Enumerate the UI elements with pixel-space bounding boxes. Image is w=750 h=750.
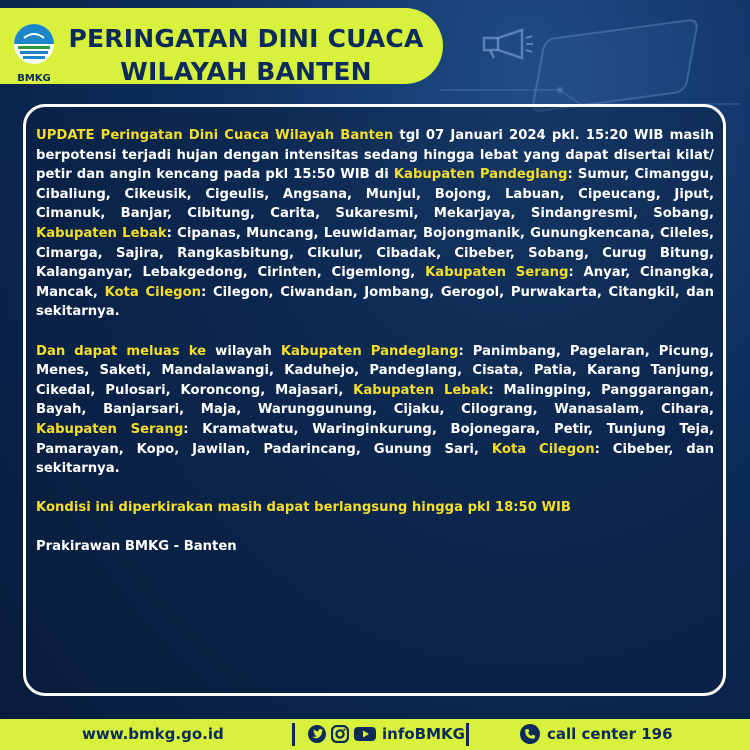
highlighted-text: Kabupaten Serang bbox=[36, 421, 184, 437]
body-text: : Panimbang, Pagelaran, Picung, Menes, Saketi, Mandalawangi, Kaduhejo, Pandeglang, Cisata, Patia, Karang Tanjung, Cikedal, Pulosari, Koroncong, Majasari, bbox=[36, 343, 714, 398]
phone-icon bbox=[520, 724, 540, 744]
warning-text bbox=[36, 126, 714, 577]
footer-bar bbox=[0, 719, 750, 750]
header-banner bbox=[0, 8, 443, 84]
website-link[interactable]: www.bmkg.go.id bbox=[82, 725, 224, 743]
body-text: : Cibeber, dan sekitarnya. bbox=[36, 441, 714, 477]
svg-text:BMKG: BMKG bbox=[17, 73, 51, 84]
highlighted-text: Dan dapat meluas ke bbox=[36, 343, 207, 359]
title-line-2: WILAYAH BANTEN bbox=[120, 57, 372, 86]
body-text: : Cipanas, Muncang, Leuwidamar, Bojongmanik, Gunungkencana, Cileles, Cimarga, Sajira, Rangkasbitung, Cikulur, Cibadak, Cibeber, Sobang, Curug Bitung, Kalanganyar, Lebakgedong, Cirinten, Cigemlong, bbox=[36, 225, 714, 281]
paragraph-duration: Kondisi ini diperkirakan masih dapat berlangsung hingga pkl 18:50 WIB bbox=[36, 500, 571, 516]
bmkg-logo-icon bbox=[10, 22, 58, 84]
paragraph-expansion bbox=[36, 342, 714, 479]
body-text: : Kramatwatu, Waringinkurung, Bojonegara, Petir, Tunjung Teja, Pamarayan, Kopo, Jawilan, Padarincang, Gunung Sari, bbox=[36, 421, 714, 457]
highlighted-text: Kota Cilegon bbox=[491, 441, 595, 457]
paragraph-main-warning bbox=[36, 126, 714, 322]
title-line-1: PERINGATAN DINI CUACA bbox=[68, 24, 424, 53]
forecaster-signature: Prakirawan BMKG - Banten bbox=[36, 539, 237, 555]
page-title bbox=[68, 22, 424, 88]
body-text: : Anyar, Cinangka, Mancak, bbox=[36, 265, 714, 300]
social-handle[interactable]: infoBMKG bbox=[382, 725, 465, 743]
body-text: : Sumur, Cimanggu, Cibaliung, Cikeusik, Cigeulis, Angsana, Munjul, Bojong, Labuan, Cipeucang, Jiput, Cimanuk, Banjar, Cibitung, Carita, Sukaresmi, Mekarjaya, Sindangresmi, Sobang, bbox=[36, 167, 715, 222]
highlighted-text: UPDATE Peringatan Dini Cuaca Wilayah Banten bbox=[36, 128, 394, 143]
highlighted-text: Kabupaten Pandeglang bbox=[393, 167, 568, 183]
highlighted-text: Kabupaten Lebak bbox=[353, 382, 489, 398]
highlighted-text: Kabupaten Serang bbox=[425, 265, 569, 281]
divider bbox=[292, 723, 295, 746]
body-text: : Malingping, Panggarangan, Bayah, Banjarsari, Maja, Warunggunung, Cijaku, Cilograng, Wanasalam, Cihara, bbox=[36, 382, 714, 418]
highlighted-text: Kota Cilegon bbox=[104, 284, 202, 300]
body-text: tgl 07 Januari 2024 pkl. 15:20 WIB masih berpotensi terjadi hujan dengan intensitas sedang hingga lebat yang dapat disertai kilat/ petir dan angin kencang pada pkl 15:50 WIB di bbox=[36, 128, 714, 183]
body-text: : Cilegon, Ciwandan, Jombang, Gerogol, Purwakarta, Citangkil, dan sekitarnya. bbox=[36, 284, 714, 320]
instagram-icon[interactable] bbox=[331, 725, 349, 743]
body-text: wilayah bbox=[206, 343, 281, 359]
highlighted-text: Kabupaten Pandeglang bbox=[280, 343, 459, 359]
highlighted-text: Kabupaten Lebak bbox=[36, 225, 167, 241]
divider bbox=[466, 723, 469, 746]
twitter-icon[interactable] bbox=[308, 725, 326, 743]
megaphone-icon bbox=[478, 28, 534, 60]
call-center[interactable]: call center 196 bbox=[547, 725, 673, 743]
youtube-icon[interactable] bbox=[354, 725, 376, 743]
